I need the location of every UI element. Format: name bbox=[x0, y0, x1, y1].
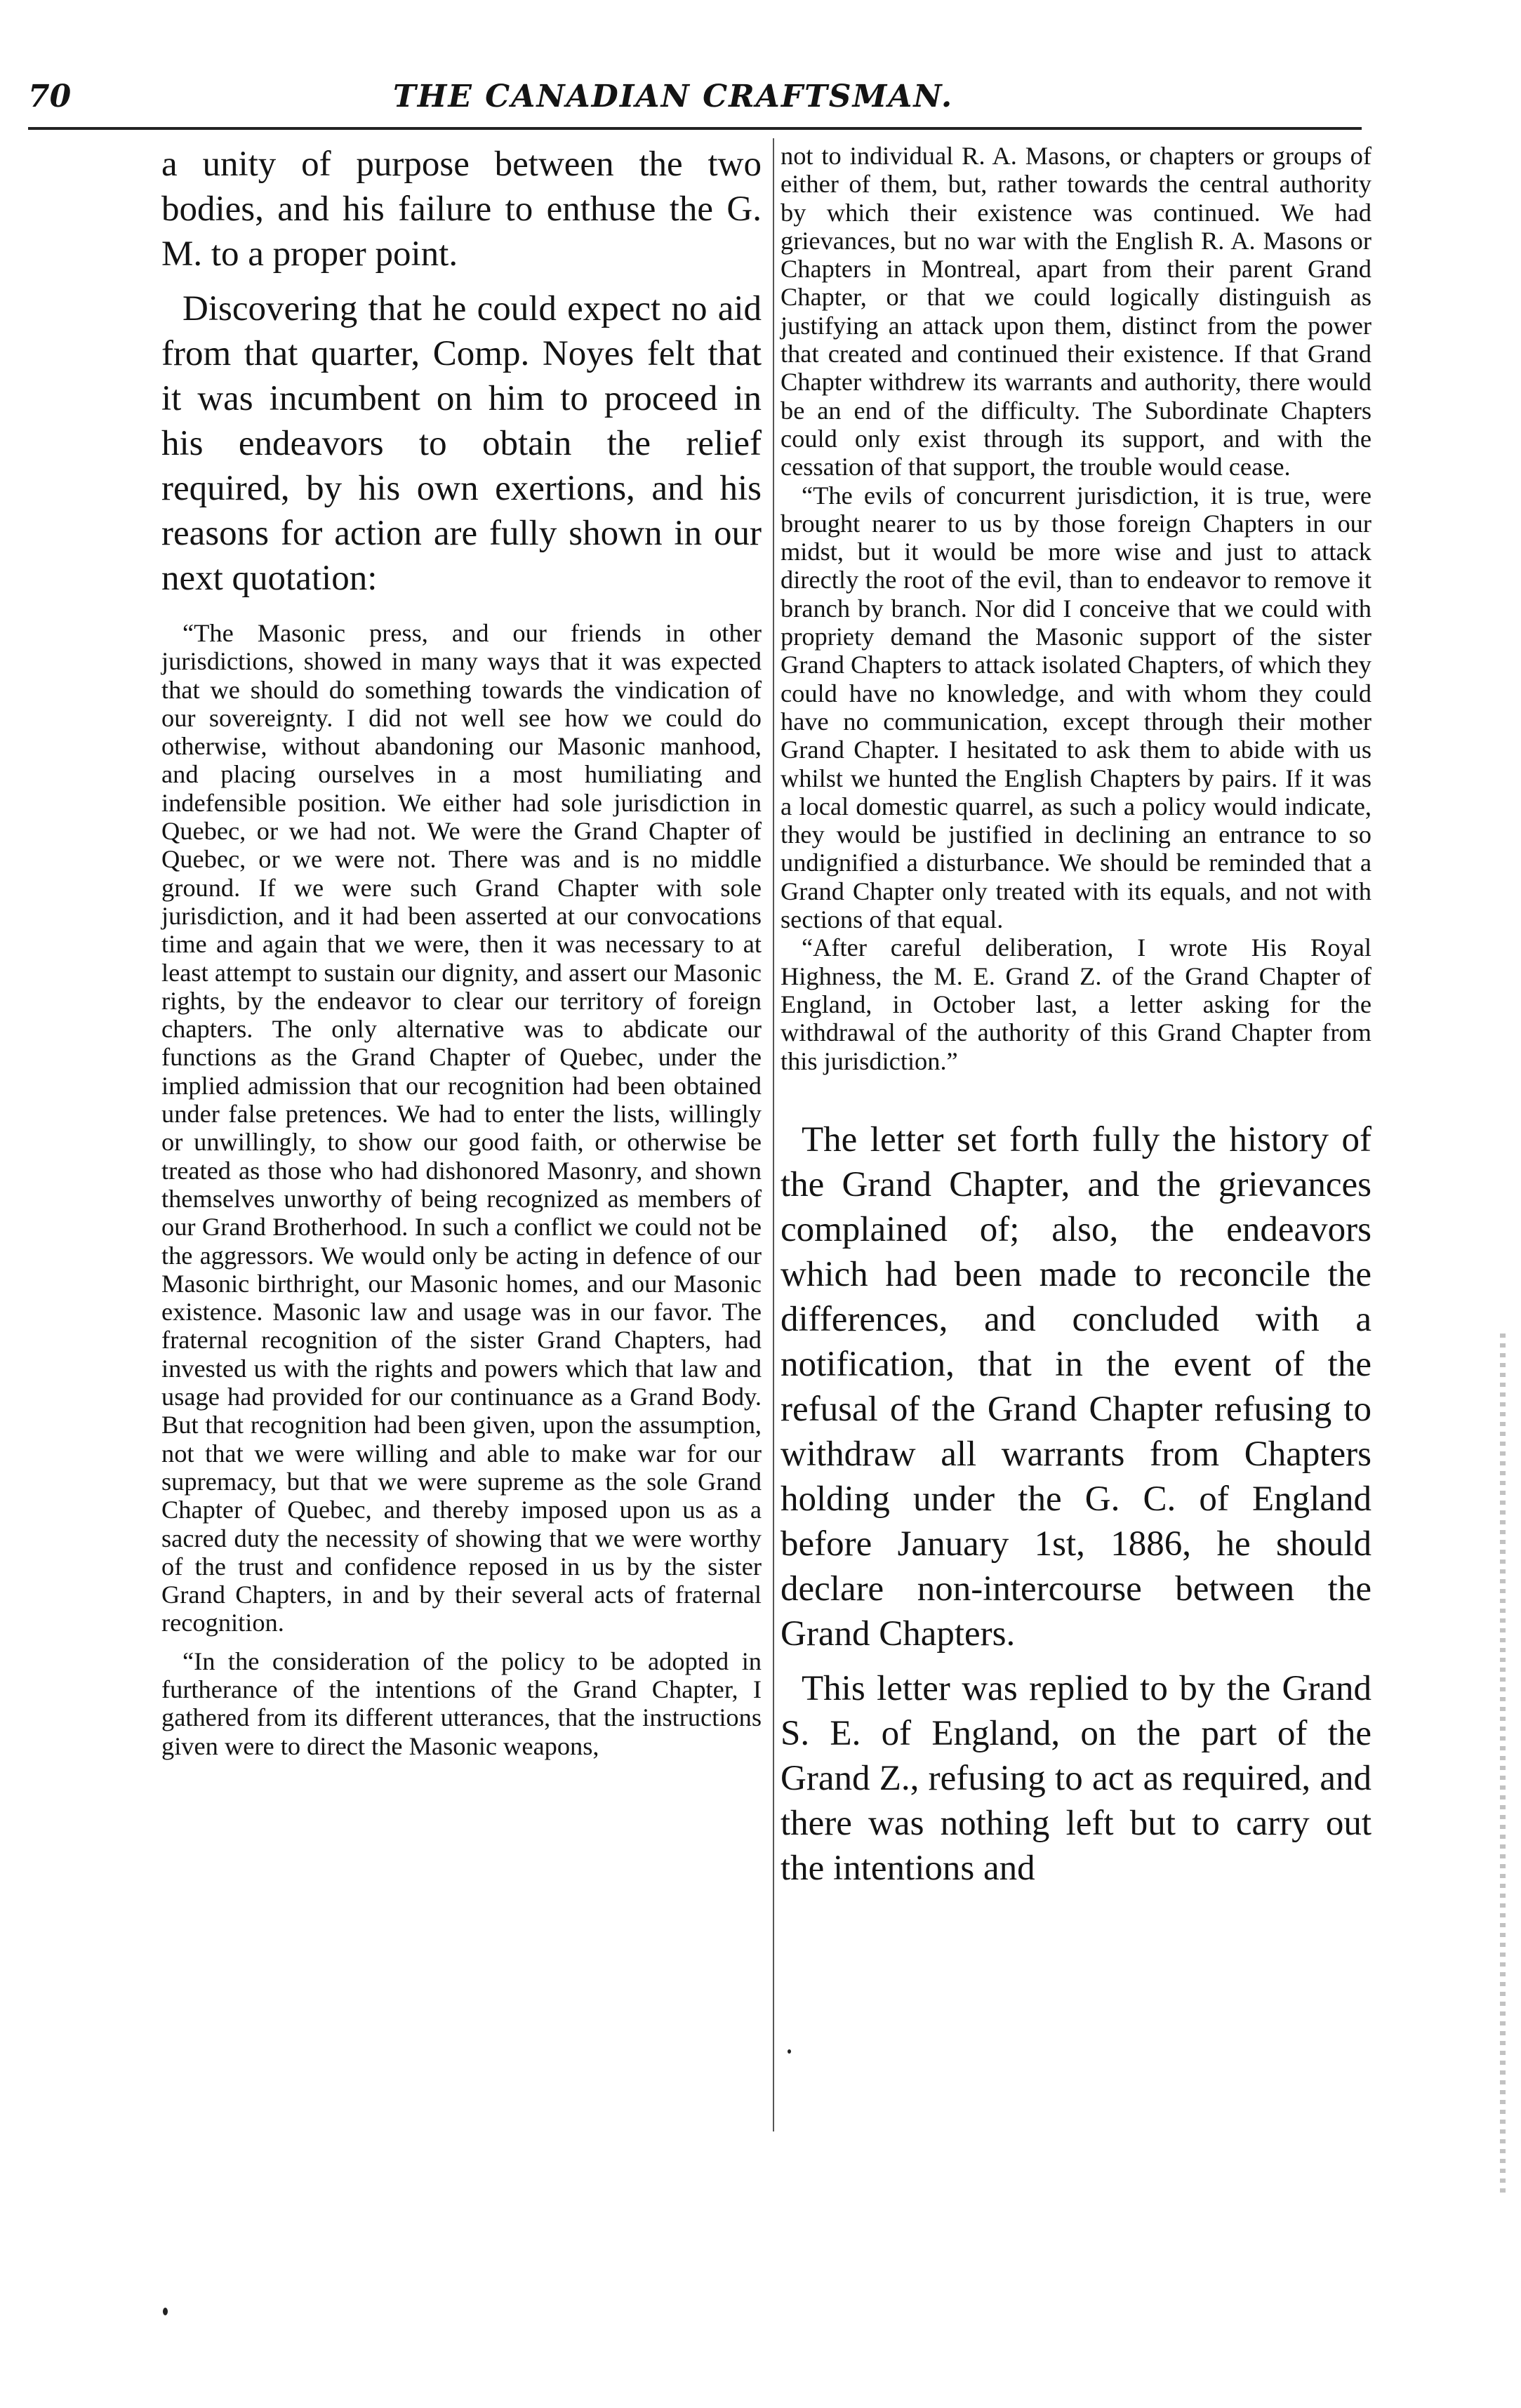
quotation: “In the consideration of the policy to be adopted in furtherance of the intentions of the Grand Chapter, I gathered from its different utterances, that the instructions given were to direct the Masonic weapons, bbox=[161, 1647, 762, 1760]
column-divider bbox=[773, 138, 774, 2131]
page-header bbox=[28, 79, 1362, 121]
running-head: THE CANADIAN CRAFTSMAN. bbox=[393, 79, 954, 114]
header-rule bbox=[28, 127, 1362, 130]
page-edge-marks bbox=[1500, 1333, 1506, 2197]
quotation: “After careful deliberation, I wrote His Royal Highness, the M. E. Grand Z. of the Grand Chapter of England, in October last, a letter asking for the withdrawal of the authority of this Grand Chapter from this jurisdiction.” bbox=[781, 933, 1371, 1075]
quotation: “The evils of concurrent jurisdiction, it is true, were brought nearer to us by those foreign Chapters in our midst, but it would be more wise and just to attack directly the root of the evil, than to endeavor to remove it branch by branch. Nor did I conceive that we could with propriety demand the Masonic support of the sister Grand Chapters to attack isolated Chapters, of which they could have no knowledge, and with whom they could have no communication, except through their mother Grand Chapter. I hesitated to ask them to abide with us whilst we hunted the English Chapters by pairs. If it was a local domestic quarrel, as such a policy would indicate, they would be justified in declining an entrance to so undignified a disturbance. We should be reminded that a Grand Chapter only treated with its equals, and not with sections of that equal. bbox=[781, 481, 1371, 934]
paragraph: The letter set forth fully the history of the Grand Chapter, and the grievances complained of; also, the endeavors which had been made to reconcile the differences, and concluded with a notification, that in the event of the refusal of the Grand Chapter refusing to withdraw all warrants from Chapters holding under the G. C. of England before January 1st, 1886, he should declare non-intercourse between the Grand Chapters. bbox=[781, 1119, 1371, 1654]
right-column bbox=[781, 142, 1371, 1891]
quotation: “The Masonic press, and our friends in other jurisdictions, showed in many ways that it was expected that we should do something towards the vindication of our sovereignty. I did not well see how we could do otherwise, without abandoning our Masonic manhood, and placing ourselves in a most humiliating and indefensible position. We either had sole jurisdiction in Quebec, or we had not. We were the Grand Chapter of Quebec, or we were not. There was and is no middle ground. If we were such Grand Chapter with sole jurisdiction, and it had been asserted at our convocations time and again that we were, then it was necessary to at least attempt to sustain our dignity, and assert our Masonic rights, by the endeavor to clear our territory of foreign chapters. The only alternative was to abdicate our functions as the Grand Chapter of Quebec, under the implied admission that our recognition had been obtained under false pretences. We had to enter the lists, willingly or unwillingly, to show our good faith, or otherwise be treated as those who had dishonored Masonry, and shown themselves unworthy of being recognized as members of our Grand Brotherhood. In such a conflict we could not be the aggressors. We would only be acting in defence of our Masonic birthright, our Masonic homes, and our Masonic existence. Masonic law and usage was in our favor. The fraternal recognition of the sister Grand Chapters, had invested us with the rights and powers which that law and usage had provided for our continuance as a Grand Body. But that recognition had been given, upon the assumption, not that we were willing and able to make war for our supremacy, but that we were supreme as the sole Grand Chapter of Quebec, and thereby imposed upon us as a sacred duty the necessity of showing that we were worthy of the trust and confidence reposed in us by the sister Grand Chapters, in and by their several acts of fraternal recognition. bbox=[161, 619, 762, 1637]
ink-speck bbox=[788, 2049, 791, 2054]
paragraph: This letter was replied to by the Grand S. E. of England, on the part of the Grand Z., refusing to act as required, and there was nothing left but to carry out the intentions and bbox=[781, 1668, 1371, 1888]
quotation: not to individual R. A. Masons, or chapters or groups of either of them, but, rather towards the central authority by which their existence was continued. We had grievances, but no war with the English R. A. Masons or Chapters in Montreal, apart from their parent Grand Chapter, or that we could logically distinguish as justifying an attack upon them, distinct from the power that created and continued their existence. If that Grand Chapter withdrew its warrants and authority, there would be an end of the difficulty. The Subordinate Chapters could only exist through its support, and with the cessation of that support, the trouble would cease. bbox=[781, 142, 1371, 481]
paragraph: a unity of purpose between the two bodies, and his failure to enthuse the G. M. to a proper point. bbox=[161, 145, 762, 274]
ink-speck bbox=[163, 2308, 168, 2315]
left-column bbox=[161, 142, 762, 1760]
page-number: 70 bbox=[28, 79, 72, 114]
paragraph: Discovering that he could expect no aid from that quarter, Comp. Noyes felt that it was incumbent on him to proceed in his endeavors to obtain the relief required, by his own exertions, and his reasons for action are fully shown in our next quotation: bbox=[161, 289, 762, 598]
